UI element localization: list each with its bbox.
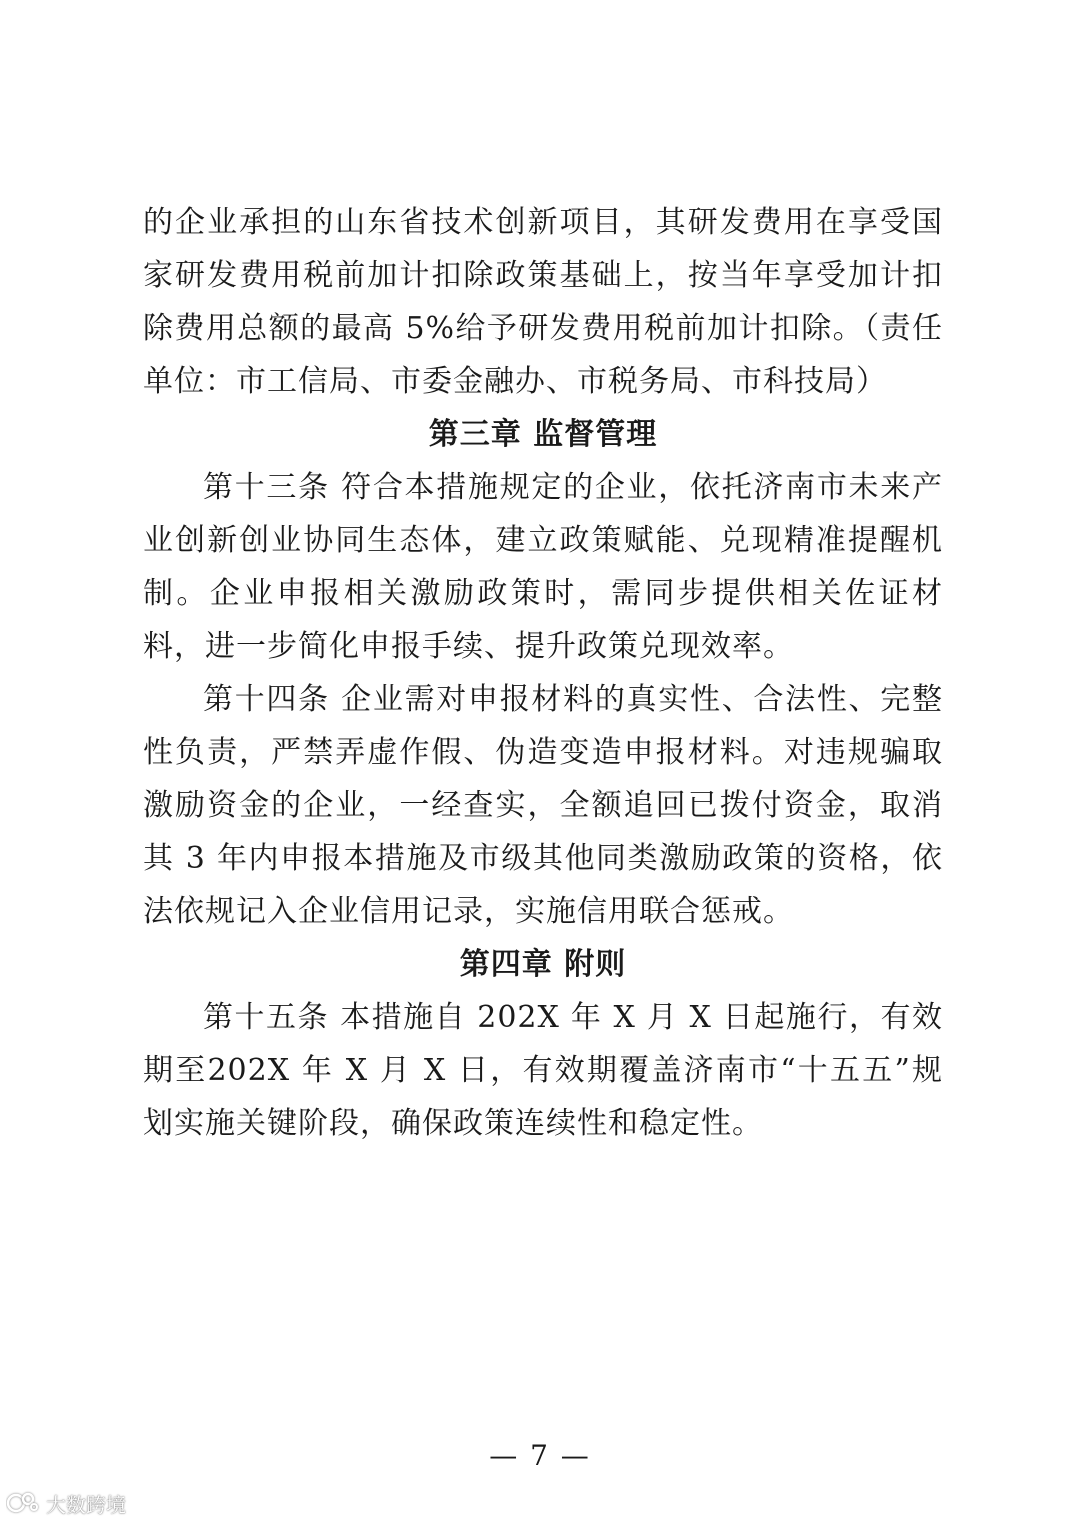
- page-number: — 7 —: [489, 1439, 591, 1472]
- document-body: [143, 196, 943, 1150]
- chapter-heading-4: 第四章 附则: [459, 947, 627, 982]
- paragraph-article-15: 第十五条 本措施自 202X 年 X 月 X 日起施行，有效期至202X 年 X 月 X 日，有效期覆盖济南市“十五五”规划实施关键阶段，确保政策连续性和稳定性。: [143, 1000, 943, 1141]
- brand-logo-icon: [6, 1489, 40, 1517]
- chapter-heading-3: 第三章 监督管理: [428, 417, 658, 452]
- paragraph-article-13: 第十三条 符合本措施规定的企业，依托济南市未来产业创新创业协同生态体，建立政策赋能、兑现精准提醒机制。企业申报相关激励政策时，需同步提供相关佐证材料，进一步简化申报手续、提升政策兑现效率。: [143, 470, 943, 664]
- paragraph-article-12-continuation: 的企业承担的山东省技术创新项目，其研发费用在享受国家研发费用税前加计扣除政策基础上，按当年享受加计扣除费用总额的最高 5%给予研发费用税前加计扣除。（责任单位：市工信局、市委金融办、市税务局、市科技局）: [143, 205, 943, 399]
- paragraph-article-14: 第十四条 企业需对申报材料的真实性、合法性、完整性负责，严禁弄虚作假、伪造变造申报材料。对违规骗取激励资金的企业，一经查实，全额追回已拨付资金，取消其 3 年内申报本措施及市级其他同类激励政策的资格，依法依规记入企业信用记录，实施信用联合惩戒。: [143, 682, 943, 929]
- watermark: [6, 1486, 126, 1520]
- watermark-text: 大数跨境: [46, 1492, 126, 1517]
